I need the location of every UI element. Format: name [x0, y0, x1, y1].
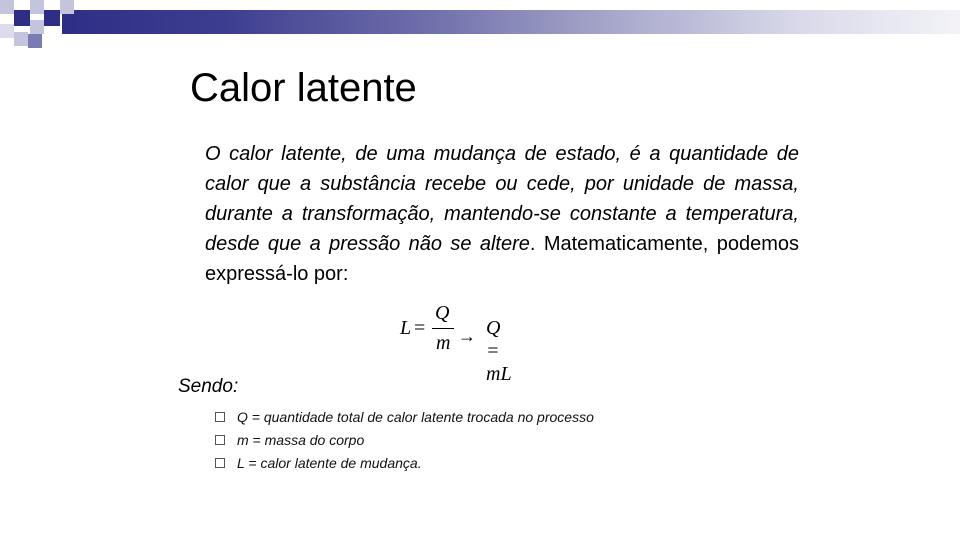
header-gradient-bar — [62, 10, 960, 34]
sendo-label: Sendo: — [178, 376, 239, 397]
formula-fraction-bar — [432, 328, 454, 329]
formula-numerator: Q — [435, 302, 450, 324]
definition-l: L = calor latente de mudança. — [237, 454, 422, 471]
definition-paragraph — [205, 139, 799, 289]
formula-denominator: m — [436, 332, 451, 354]
checkbox-bullet-icon — [215, 435, 225, 445]
definition-italic-text: O calor latente, de uma mudança de estado, é a quantidade de calor que a substância recebe ou cede, por unidade de massa, durante a transformação, mantendo-se constante a temperatura, desde que a pressão não se altere — [205, 143, 799, 255]
definition-m: m = massa do corpo — [237, 431, 365, 448]
formula-equals: = — [414, 317, 426, 339]
list-item — [215, 405, 594, 428]
list-item — [215, 451, 594, 474]
checkbox-bullet-icon — [215, 458, 225, 468]
formula-arrow: → — [458, 326, 476, 346]
formula-lhs: L — [400, 317, 412, 339]
definition-q: Q = quantidade total de calor latente trocada no processo — [237, 408, 594, 425]
slide-title: Calor latente — [190, 66, 417, 110]
formula-rhs: Q = mL — [486, 317, 512, 385]
definitions-list — [215, 405, 594, 474]
list-item — [215, 428, 594, 451]
checkbox-bullet-icon — [215, 412, 225, 422]
definition-normal-text: . Matematicamente, podemos expressá-lo por: — [205, 233, 799, 285]
